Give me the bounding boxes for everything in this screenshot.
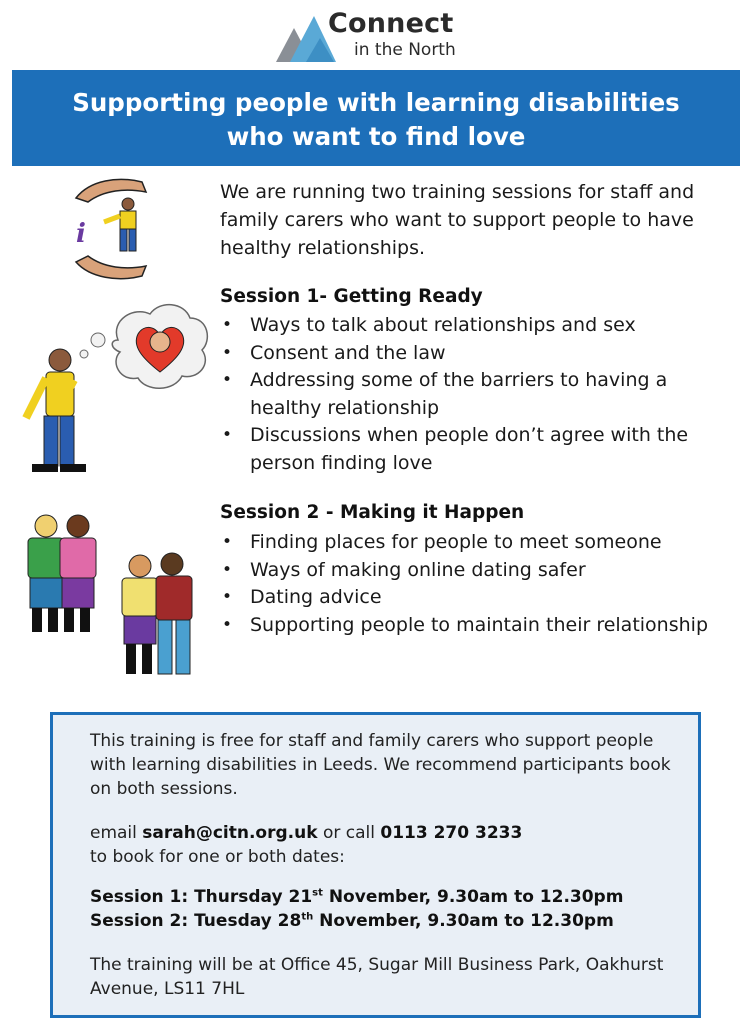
list-item: • Supporting people to maintain their relationship	[220, 612, 740, 640]
session-1-date-suffix: st	[312, 887, 323, 899]
banner-title-line-1: Supporting people with learning disabilities	[72, 88, 680, 117]
email-prefix: email	[90, 823, 137, 843]
session-1-date-label: Session 1: Thursday 21	[90, 887, 313, 907]
venue-text: The training will be at Office 45, Sugar Mill Business Park, Oakhurst Avenue, LS11 7HL	[90, 955, 664, 999]
banner-title-line-2: who want to find love	[226, 122, 526, 151]
session-1-date-time: November, 9.30am to 12.30pm	[322, 887, 624, 907]
session-2-date	[90, 909, 690, 933]
session-1-list	[220, 312, 740, 477]
contact-line	[90, 821, 690, 845]
booking-instruction: to book for one or both dates:	[90, 847, 345, 867]
intro-text: We are running two training sessions for staff and family carers who want to support people to have healthy relationships.	[220, 181, 695, 259]
person-thinking-of-love-icon	[14, 300, 214, 476]
session-2-date-time: November, 9.30am to 12.30pm	[313, 911, 614, 931]
email-link[interactable]: sarah@citn.org.uk	[142, 823, 318, 843]
call-prefix: or call	[322, 823, 375, 843]
session-1-date	[90, 885, 690, 909]
logo-title: Connect	[328, 8, 454, 39]
logo	[276, 6, 476, 60]
list-item: • Discussions when people don’t agree with the person finding love	[220, 422, 740, 477]
title-banner	[12, 70, 740, 166]
list-item: • Ways of making online dating safer	[220, 557, 740, 585]
supporting-hands-icon	[70, 172, 154, 284]
list-item: • Consent and the law	[220, 340, 740, 368]
session-2-date-label: Session 2: Tuesday 28	[90, 911, 302, 931]
info-paragraph: This training is free for staff and family carers who support people with learning disabilities in Leeds. We recommend participants book on both sessions.	[90, 731, 671, 799]
mountains-logo-icon	[276, 14, 336, 62]
list-item: • Addressing some of the barriers to having a healthy relationship	[220, 367, 740, 422]
booking-info-box	[50, 712, 701, 1018]
logo-subtitle: in the North	[354, 40, 456, 60]
svg-text:i: i	[76, 219, 86, 249]
session-2-list	[220, 529, 740, 639]
list-item: • Finding places for people to meet someone	[220, 529, 740, 557]
list-item: • Ways to talk about relationships and sex	[220, 312, 740, 340]
list-item: • Dating advice	[220, 584, 740, 612]
session-2-date-suffix: th	[301, 911, 314, 923]
session-1-title: Session 1- Getting Ready	[220, 286, 483, 307]
couples-icon	[16, 508, 212, 684]
phone-number[interactable]: 0113 270 3233	[380, 823, 523, 843]
session-2-title: Session 2 - Making it Happen	[220, 502, 525, 523]
